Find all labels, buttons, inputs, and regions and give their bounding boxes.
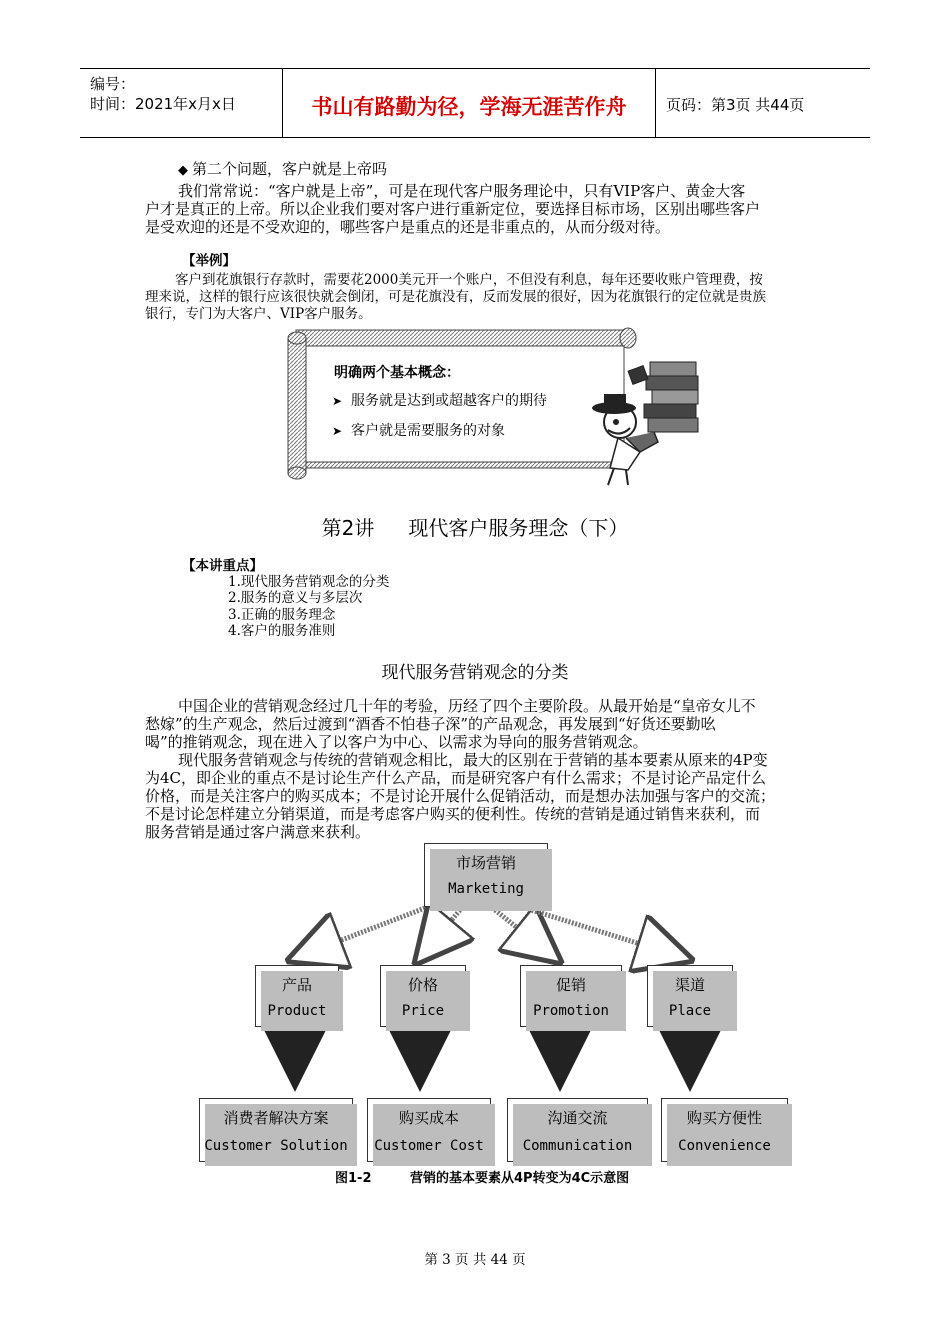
header-table	[80, 68, 870, 138]
scroll-item-2-text: 客户就是需要服务的对象	[350, 423, 505, 439]
example-label: 【举例】	[182, 253, 236, 269]
footer-page-number: 第 3 页 共 44 页	[424, 1252, 526, 1268]
key-point-1: 1.现代服务营销观念的分类	[228, 574, 390, 590]
p-box-promotion	[520, 965, 622, 1027]
marketing-zh: 市场营销	[455, 854, 516, 872]
arrow-bullet-icon: ➤	[332, 394, 343, 408]
cost-en: Customer Cost	[374, 1138, 484, 1154]
code-label: 编号：	[90, 75, 136, 93]
lecture-subtitle: 现代客户服务理念（下）	[408, 516, 629, 540]
example-line3: 银行，专门为大客户、VIP客户服务。	[145, 306, 372, 322]
question-line	[178, 160, 387, 180]
key-point-3: 3.正确的服务理念	[228, 607, 336, 623]
promotion-zh: 促销	[555, 976, 586, 994]
lecture-number: 第2讲	[321, 516, 375, 540]
product-en: Product	[267, 1003, 327, 1019]
p-box-product	[255, 965, 339, 1027]
price-zh: 价格	[407, 976, 438, 994]
para2-line1: 中国企业的营销观念经过几十年的考验，历经了四个主要阶段。从最开始是“皇帝女儿不	[178, 697, 756, 715]
scroll-item-1	[332, 390, 547, 410]
scroll-item-2	[332, 420, 505, 440]
place-zh: 渠道	[674, 976, 705, 994]
figure-number: 图1-2	[335, 1171, 372, 1186]
key-points-label: 【本讲重点】	[182, 558, 263, 574]
para2-line3: 喝”的推销观念，现在进入了以客户为中心、以需求为导向的服务营销观念。	[145, 733, 648, 751]
example-line1: 客户到花旗银行存款时，需要花2000美元开一个账户，不但没有利息，每年还要收账户管理费，按	[175, 272, 763, 288]
time-label: 时间：2021年x月x日	[90, 95, 236, 113]
diamond-bullet-icon: ◆	[178, 163, 188, 178]
c-box-cost	[367, 1098, 491, 1162]
place-en: Place	[668, 1003, 712, 1019]
example-line2: 理来说，这样的银行应该很快就会倒闭，可是花旗没有，反而发展的很好，因为花旗银行的定位就是贵族	[145, 289, 766, 305]
page-info: 页码：第3页 共44页	[666, 96, 805, 114]
price-en: Price	[401, 1003, 445, 1019]
key-point-4: 4.客户的服务准则	[228, 623, 336, 639]
communication-zh: 沟通交流	[547, 1109, 608, 1127]
convenience-zh: 购买方便性	[686, 1109, 762, 1127]
header-right-cell	[656, 69, 870, 137]
c-box-communication	[507, 1098, 648, 1162]
para2-line4: 现代服务营销观念与传统的营销观念相比，最大的区别在于营销的基本要素从原来的4P变	[178, 751, 768, 769]
solution-zh: 消费者解决方案	[223, 1109, 329, 1127]
para2-line6: 价格，而是关注客户的购买成本；不是讨论开展什么促销活动，而是想办法加强与客户的交流；	[145, 787, 776, 805]
solution-en: Customer Solution	[204, 1138, 348, 1154]
scroll-title: 明确两个基本概念：	[334, 365, 460, 381]
para1-line1: 我们常常说：“客户就是上帝”，可是在现代客户服务理论中，只有VIP客户、黄金大客	[178, 182, 746, 200]
key-point-2: 2.服务的意义与多层次	[228, 590, 363, 606]
header-left-cell	[80, 69, 283, 137]
figure-caption: 营销的基本要素从4P转变为4C示意图	[410, 1171, 630, 1186]
para2-line5: 为4C，即企业的重点不是讨论生产什么产品，而是研究客户有什么需求；不是讨论产品定什么	[145, 769, 767, 787]
promotion-en: Promotion	[533, 1003, 609, 1019]
motto: 书山有路勤为径，学海无涯苦作舟	[311, 95, 627, 119]
para1-line3: 是受欢迎的还是不受欢迎的，哪些客户是重点的还是非重点的，从而分级对待。	[145, 218, 671, 236]
p-box-place	[647, 965, 733, 1027]
product-zh: 产品	[281, 976, 312, 994]
communication-en: Communication	[522, 1138, 633, 1154]
scroll-item-1-text: 服务就是达到或超越客户的期待	[350, 393, 547, 409]
para2-line7: 不是讨论怎样建立分销渠道，而是考虑客户购买的便利性。传统的营销是通过销售来获利，而	[145, 805, 761, 823]
p-box-price	[380, 965, 466, 1027]
header-middle-cell	[283, 69, 656, 137]
para2-line8: 服务营销是通过客户满意来获利。	[145, 823, 371, 841]
marketing-box	[424, 843, 548, 907]
arrow-bullet-icon: ➤	[332, 424, 343, 438]
convenience-en: Convenience	[678, 1138, 771, 1154]
lecture-title	[0, 512, 950, 541]
marketing-en: Marketing	[448, 881, 524, 897]
para2-line2: 愁嫁”的生产观念，然后过渡到“酒香不怕巷子深”的产品观念，再发展到“好货还要勤吆	[145, 715, 716, 733]
question-text: 第二个问题，客户就是上帝吗	[192, 160, 388, 178]
cost-zh: 购买成本	[398, 1109, 459, 1127]
section-heading: 现代服务营销观念的分类	[381, 663, 569, 683]
c-box-convenience	[661, 1098, 788, 1162]
para1-line2: 户才是真正的上帝。所以企业我们要对客户进行重新定位，要选择目标市场，区别出哪些客户	[145, 200, 761, 218]
c-box-solution	[199, 1098, 353, 1162]
